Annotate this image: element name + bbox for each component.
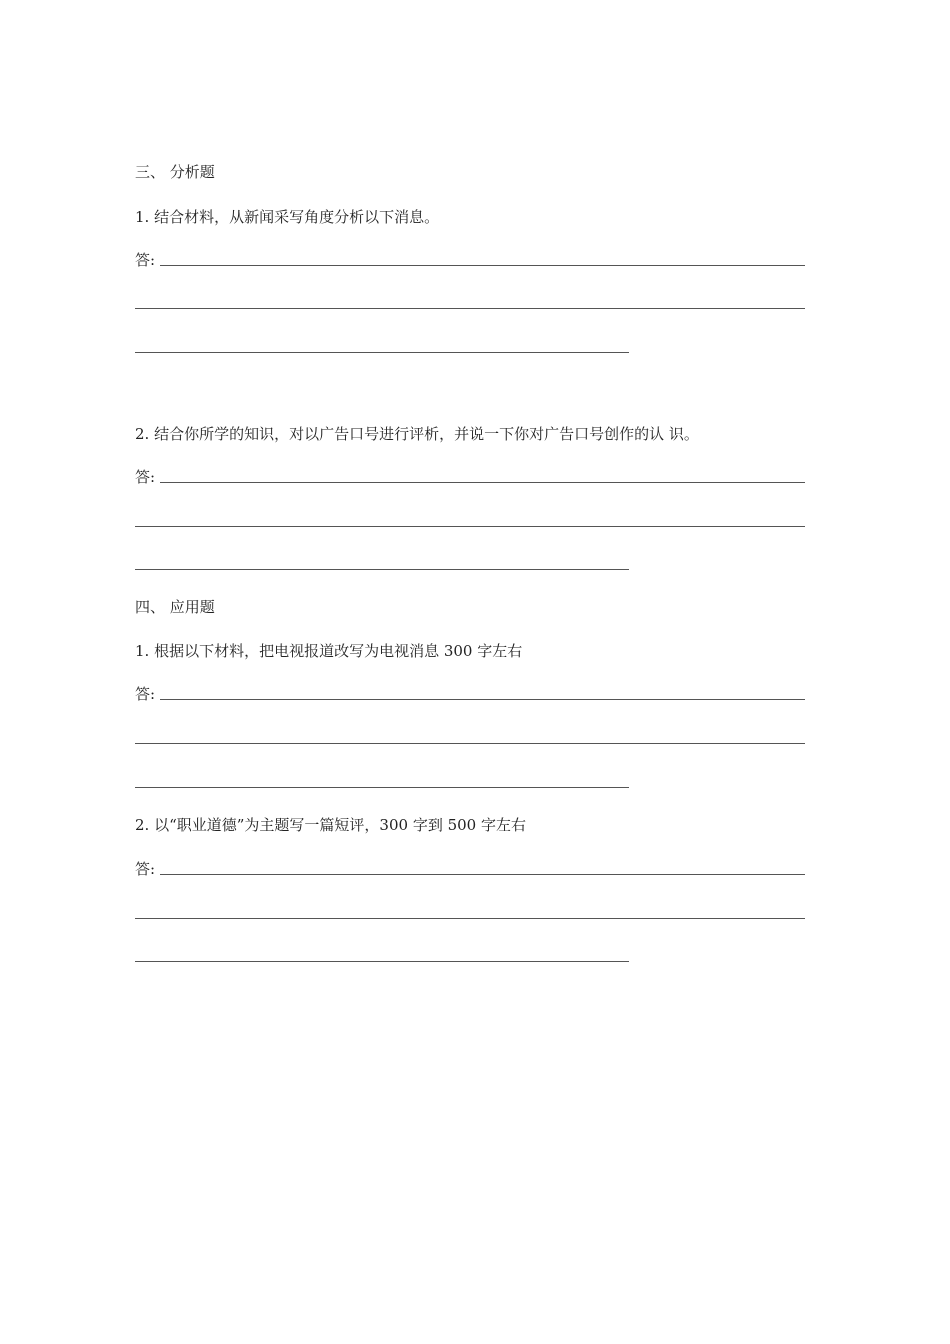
answer-label: 答: — [135, 860, 156, 878]
answer-area[interactable] — [135, 467, 805, 487]
answer-line — [135, 526, 805, 527]
question-text: 2. 以“职业道德”为主题写一篇短评，300 字到 500 字左右 — [135, 816, 526, 834]
question-text: 2. 结合你所学的知识，对以广告口号进行评析，并说一下你对广告口号创作的认 识。 — [135, 425, 699, 443]
answer-line — [135, 961, 629, 962]
answer-line — [160, 265, 805, 266]
question-text: 1. 根据以下材料，把电视报道改写为电视消息 300 字左右 — [135, 642, 523, 660]
answer-line — [135, 743, 805, 744]
answer-line — [160, 874, 805, 875]
question-text: 1. 结合材料，从新闻采写角度分析以下消息。 — [135, 208, 440, 226]
answer-line — [135, 569, 629, 570]
answer-area[interactable] — [135, 859, 805, 879]
answer-line — [135, 352, 629, 353]
answer-area[interactable] — [135, 684, 805, 704]
answer-line — [160, 699, 805, 700]
answer-line — [135, 308, 805, 309]
answer-line — [135, 787, 629, 788]
answer-line — [160, 482, 805, 483]
answer-area[interactable] — [135, 250, 805, 270]
answer-line — [135, 918, 805, 919]
section-heading: 四、 应用题 — [135, 598, 215, 616]
section-heading: 三、 分析题 — [135, 163, 215, 181]
answer-label: 答: — [135, 468, 156, 486]
answer-label: 答: — [135, 685, 156, 703]
answer-label: 答: — [135, 251, 156, 269]
